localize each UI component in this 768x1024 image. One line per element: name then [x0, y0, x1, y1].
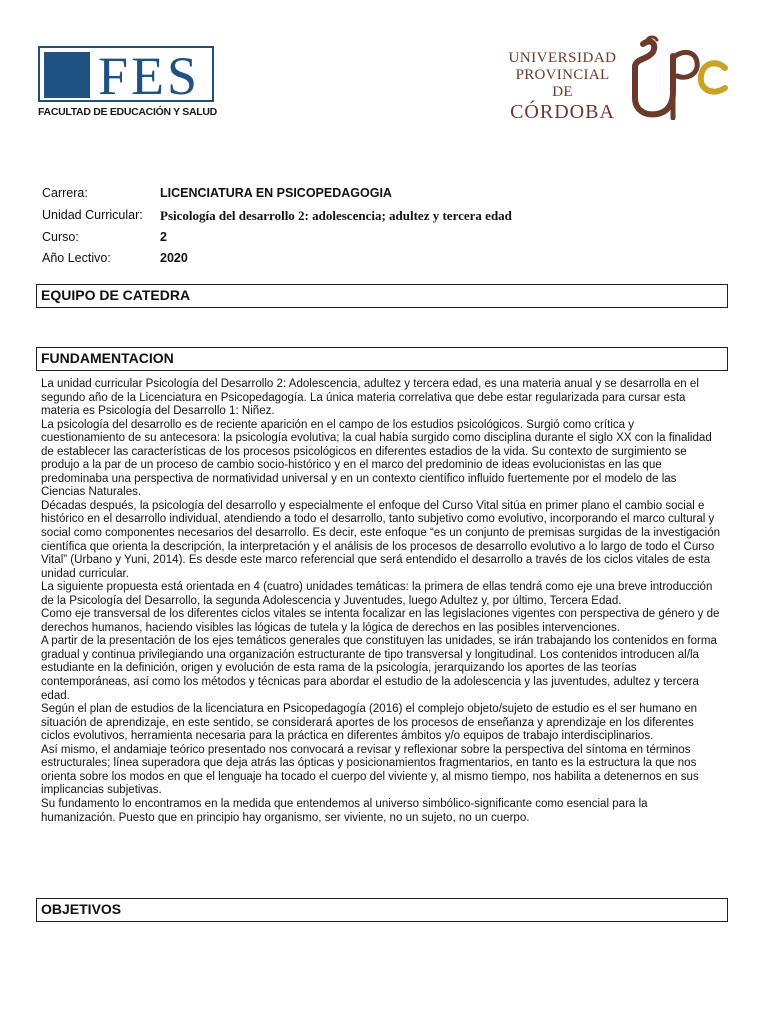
section-fundamentacion: FUNDAMENTACION [36, 347, 728, 371]
fes-logo-square [44, 52, 90, 98]
upc-logo-line2: PROVINCIAL DE [515, 67, 610, 100]
upc-logo-line1: UNIVERSIDAD [508, 50, 617, 66]
anio-value: 2020 [160, 251, 188, 265]
unidad-label: Unidad Curricular: [42, 208, 143, 222]
section-equipo: EQUIPO DE CATEDRA [36, 284, 728, 308]
carrera-value: LICENCIATURA EN PSICOPEDAGOGIA [160, 186, 392, 200]
fes-logo [38, 46, 218, 124]
fes-logo-subtitle: FACULTAD DE EDUCACIÓN Y SALUD [38, 106, 217, 118]
upc-logo [505, 34, 730, 123]
paragraph: Según el plan de estudios de la licenciatura en Psicopedagogía (2016) el complejo objeto/sujeto de estudio es el ser humano en situación de aprendizaje, en este sentido, se considerará aportes de los procesos de enseñanza y aprendizaje en los diferentes ciclos evolutivos, herramienta necesaria para la práctica en diferentes ámbitos y/o equipos de trabajo interdisciplinarios. [41, 703, 698, 743]
unidad-value: Psicología del desarrollo 2: adolescencia; adultez y tercera edad [160, 208, 512, 223]
paragraph: La unidad curricular Psicología del Desarrollo 2: Adolescencia, adultez y tercera edad, es una materia anual y se desarrolla en el segundo año de la Licenciatura en Psicopedagogía. La única materia correlativa que debe estar regularizada para cursar esta materia es Psicología del Desarrollo 1: Niñez. [41, 378, 699, 418]
paragraph: La psicología del desarrollo es de reciente aparición en el campo de los estudios psicológicos. Surgió como crítica y cuestionamiento de su antecesora: la psicología evolutiva; la cual había surgido como disciplina durante el siglo XX con la finalidad de establecer las características de los procesos psicológicos en diferentes estadios de la vida. Su contexto de surgimiento se produjo a la par de un proceso de cambio socio-histórico y en el marco del predominio de ideas evolucionistas en las que predominaba una perspectiva de normatividad universal y en un contexto científico influido fuertemente por el modelo de las Ciencias Naturales. [41, 418, 712, 499]
paragraph: Como eje transversal de los diferentes ciclos vitales se intenta focalizar en las legislaciones vigentes con perspectiva de género y de derechos humanos, haciendo visibles las lógicas de tutela y la lógica de derechos en las posibles intervenciones. [41, 608, 720, 634]
fes-logo-letters: FES [98, 46, 201, 106]
fes-logo-frame [38, 46, 214, 106]
section-objetivos: OBJETIVOS [36, 898, 728, 922]
fundamentacion-text [41, 378, 721, 825]
paragraph: Así mismo, el andamiaje teórico presentado nos convocará a revisar y reflexionar sobre la perspectiva del síntoma en términos estructurales; línea superadora que deja atrás las ópticas y posicionamientos fragmentarios, en tanto es la estructura la que nos orienta sobre los modos en que el lenguaje ha tocado el cuerpo del viviente y, al mismo tiempo, nos habilita a detenernos en sus implicancias subjetivas. [41, 743, 699, 797]
paragraph: La siguiente propuesta está orientada en 4 (cuatro) unidades temáticas: la primera de ellas tendrá como eje una breve introducción de la Psicología del Desarrollo, la segunda Adolescencia y Juventudes, luego Adultez y, por último, Tercera Edad. [41, 581, 713, 607]
curso-label: Curso: [42, 230, 79, 244]
paragraph: Su fundamento lo encontramos en la medida que entendemos al universo simbólico-significante como esencial para la humanización. Puesto que en principio hay organismo, ser viviente, no un sujeto, no un cuerpo. [41, 797, 648, 824]
curso-value: 2 [160, 230, 167, 244]
upc-logo-line3: CÓRDOBA [510, 101, 615, 123]
anio-label: Año Lectivo: [42, 251, 111, 265]
paragraph: A partir de la presentación de los ejes temáticos generales que constituyen las unidades, se irán trabajando los contenidos en forma gradual y continua privilegiando una organización estructurante de tipo transversal y longitudinal. Los contenidos introducen al/la estudiante en la definición, origen y evolución de esta rama de la psicología, jerarquizando los aportes de las teorías contemporáneas, así como los métodos y técnicas para abordar el estudio de la adolescencia y las juventudes, adultez y tercera edad. [41, 635, 717, 702]
upc-logo-text [505, 50, 620, 123]
paragraph: Décadas después, la psicología del desarrollo y especialmente el enfoque del Curso Vital sitúa en primer plano el cambio social e histórico en el desarrollo individual, atendiendo a todo el desarrollo, tanto subjetivo como evolutivo, incorporando el marco cultural y social como componentes necesarios del desarrollo. Es decir, este enfoque “es un conjunto de premisas surgidas de la investigación científica que orienta la descripción, la interpretación y el análisis de los procesos de desarrollo evolutivo a lo largo de todo el Curso Vital” (Urbano y Yuni, 2014). Es desde este marco referencial que será entendido el desarrollo a través de los ciclos vitales de esta unidad curricular. [41, 499, 721, 580]
upc-logo-mark-icon [621, 34, 731, 120]
carrera-label: Carrera: [42, 186, 88, 200]
